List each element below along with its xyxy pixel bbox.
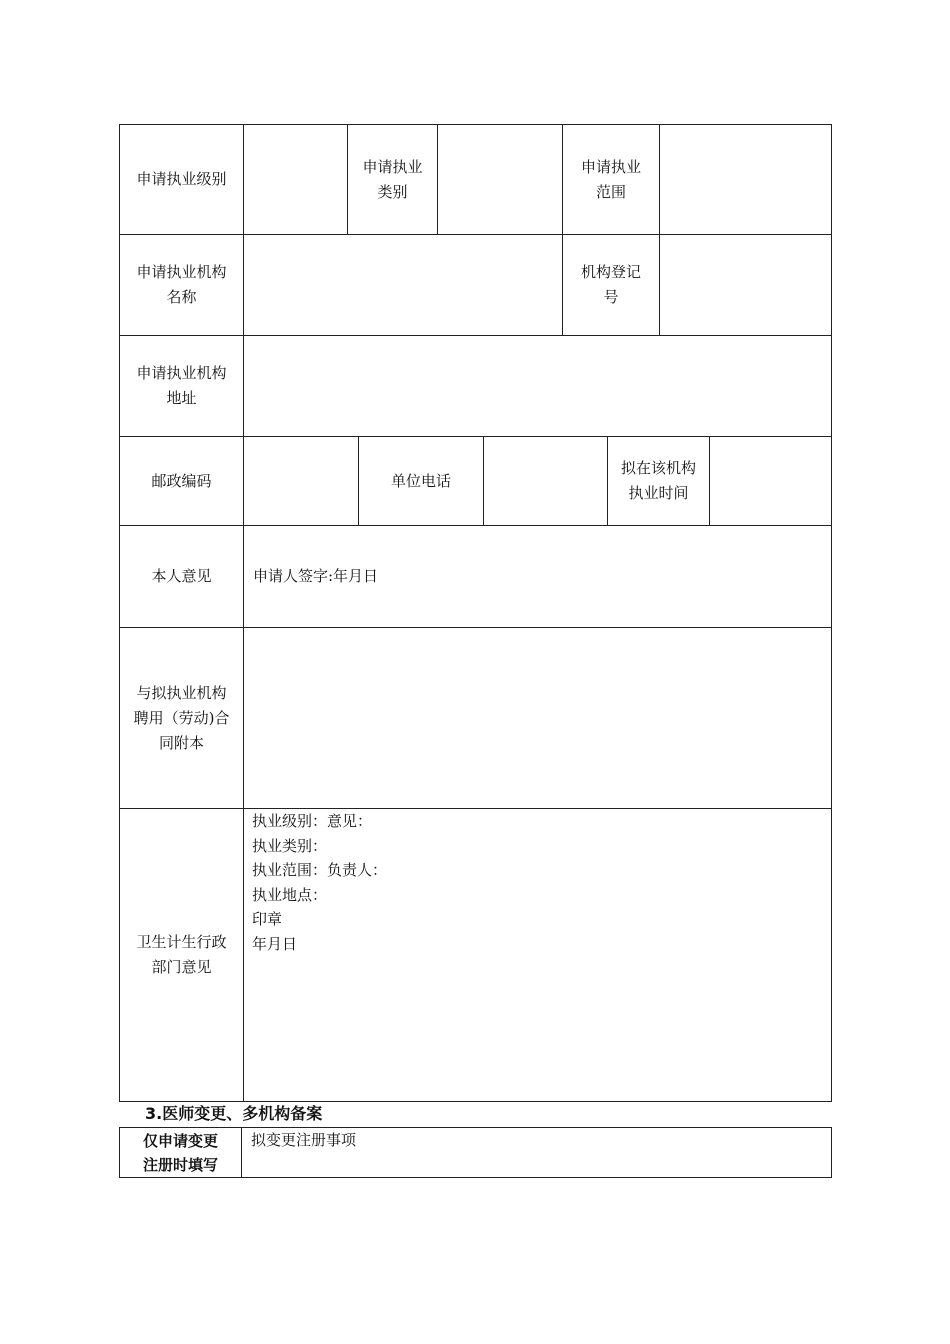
health-dept-opinion-text: 执业级别：意见： 执业类别： 执业范围：负责人： 执业地点： 印章 年月日 (252, 812, 388, 953)
practice-scope-field[interactable] (660, 125, 831, 234)
planned-practice-time-field[interactable] (710, 437, 831, 525)
health-dept-opinion-field[interactable] (244, 809, 831, 1101)
change-registration-text: 拟变更注册事项 (251, 1131, 357, 1149)
label-org-address: 申请执业机构 地址 (136, 364, 227, 407)
label-org-name: 申请执业机构 名称 (136, 263, 227, 306)
label-practice-level: 申请执业级别 (136, 170, 227, 188)
practice-category-field[interactable] (438, 125, 562, 234)
org-registration-field[interactable] (660, 235, 831, 335)
unit-phone-field[interactable] (484, 437, 607, 525)
table-border-bottom (119, 1177, 832, 1178)
applicant-signature-text: 申请人签字:年月日 (253, 567, 379, 585)
label-planned-practice-time: 拟在该机构 执业时间 (620, 459, 696, 502)
org-name-field[interactable] (244, 235, 562, 335)
label-unit-phone: 单位电话 (390, 471, 451, 490)
label-practice-category: 申请执业 类别 (362, 157, 423, 201)
label-postcode: 邮政编码 (151, 471, 212, 490)
section-3-heading: 3.医师变更、多机构备案 (145, 1104, 323, 1123)
applicant-signature-field[interactable] (244, 526, 831, 627)
employment-contract-field[interactable] (244, 628, 831, 808)
org-address-field[interactable] (244, 336, 831, 436)
table-border-right (831, 124, 832, 1102)
label-personal-opinion: 本人意见 (151, 567, 212, 585)
label-health-dept-opinion: 卫生计生行政 部门意见 (136, 933, 227, 976)
label-change-registration-only: 仅申请变更 注册时填写 (142, 1131, 218, 1174)
label-employment-contract: 与拟执业机构 聘用（劳动)合 同附本 (133, 683, 230, 752)
change-registration-field[interactable] (242, 1128, 831, 1177)
table-border-right (831, 1127, 832, 1178)
label-practice-scope: 申请执业 范围 (580, 157, 641, 201)
label-org-registration-no: 机构登记 号 (580, 263, 641, 306)
practice-level-field[interactable] (244, 125, 347, 234)
postcode-field[interactable] (244, 437, 358, 525)
